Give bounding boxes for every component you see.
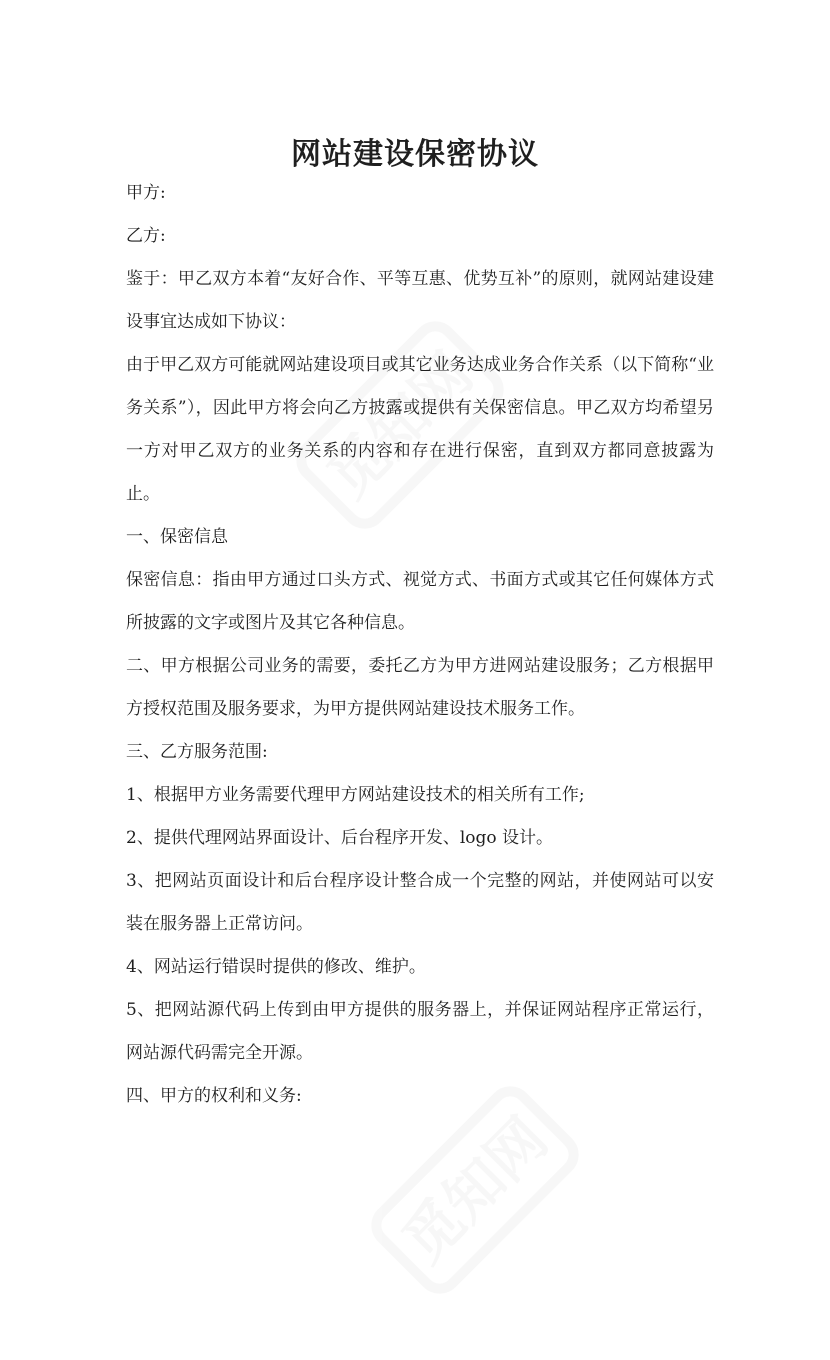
- party-a-line: 甲方:: [126, 183, 166, 203]
- document-body: [126, 172, 714, 1118]
- section-heading: 三、乙方服务范围:: [126, 742, 268, 762]
- list-item: 3、把网站页面设计和后台程序设计整合成一个完整的网站，并使网站可以安装在服务器上正常访问。: [126, 871, 714, 934]
- document-title: 网站建设保密协议: [291, 137, 539, 173]
- confidential-info-definition: 保密信息：指由甲方通过口头方式、视觉方式、书面方式或其它任何媒体方式所披露的文字或图片及其它各种信息。: [126, 570, 714, 633]
- whereas-paragraph: 鉴于：甲乙双方本着“友好合作、平等互惠、优势互补”的原则，就网站建设建设事宜达成如下协议：: [126, 269, 714, 332]
- confidentiality-purpose-paragraph: 由于甲乙双方可能就网站建设项目或其它业务达成业务合作关系（以下简称“业务关系”），因此甲方将会向乙方披露或提供有关保密信息。甲乙双方均希望另一方对甲乙双方的业务关系的内容和存在进行保密，直到双方都同意披露为止。: [126, 355, 714, 504]
- watermark-text: 觅知网: [389, 1104, 561, 1276]
- list-item: 1、根据甲方业务需要代理甲方网站建设技术的相关所有工作;: [126, 785, 585, 805]
- list-item: 4、网站运行错误时提供的修改、维护。: [126, 957, 426, 977]
- watermark-text: 觅知网: [314, 339, 486, 511]
- party-b-line: 乙方:: [126, 226, 166, 246]
- section-heading: 一、保密信息: [126, 527, 228, 547]
- list-item: 5、把网站源代码上传到由甲方提供的服务器上，并保证网站程序正常运行，网站源代码需完全开源。: [126, 1000, 714, 1063]
- section-heading: 四、甲方的权利和义务:: [126, 1086, 302, 1106]
- section-paragraph: 二、甲方根据公司业务的需要，委托乙方为甲方进网站建设服务；乙方根据甲方授权范围及服务要求，为甲方提供网站建设技术服务工作。: [126, 656, 714, 719]
- list-item: 2、提供代理网站界面设计、后台程序开发、logo 设计。: [126, 828, 554, 848]
